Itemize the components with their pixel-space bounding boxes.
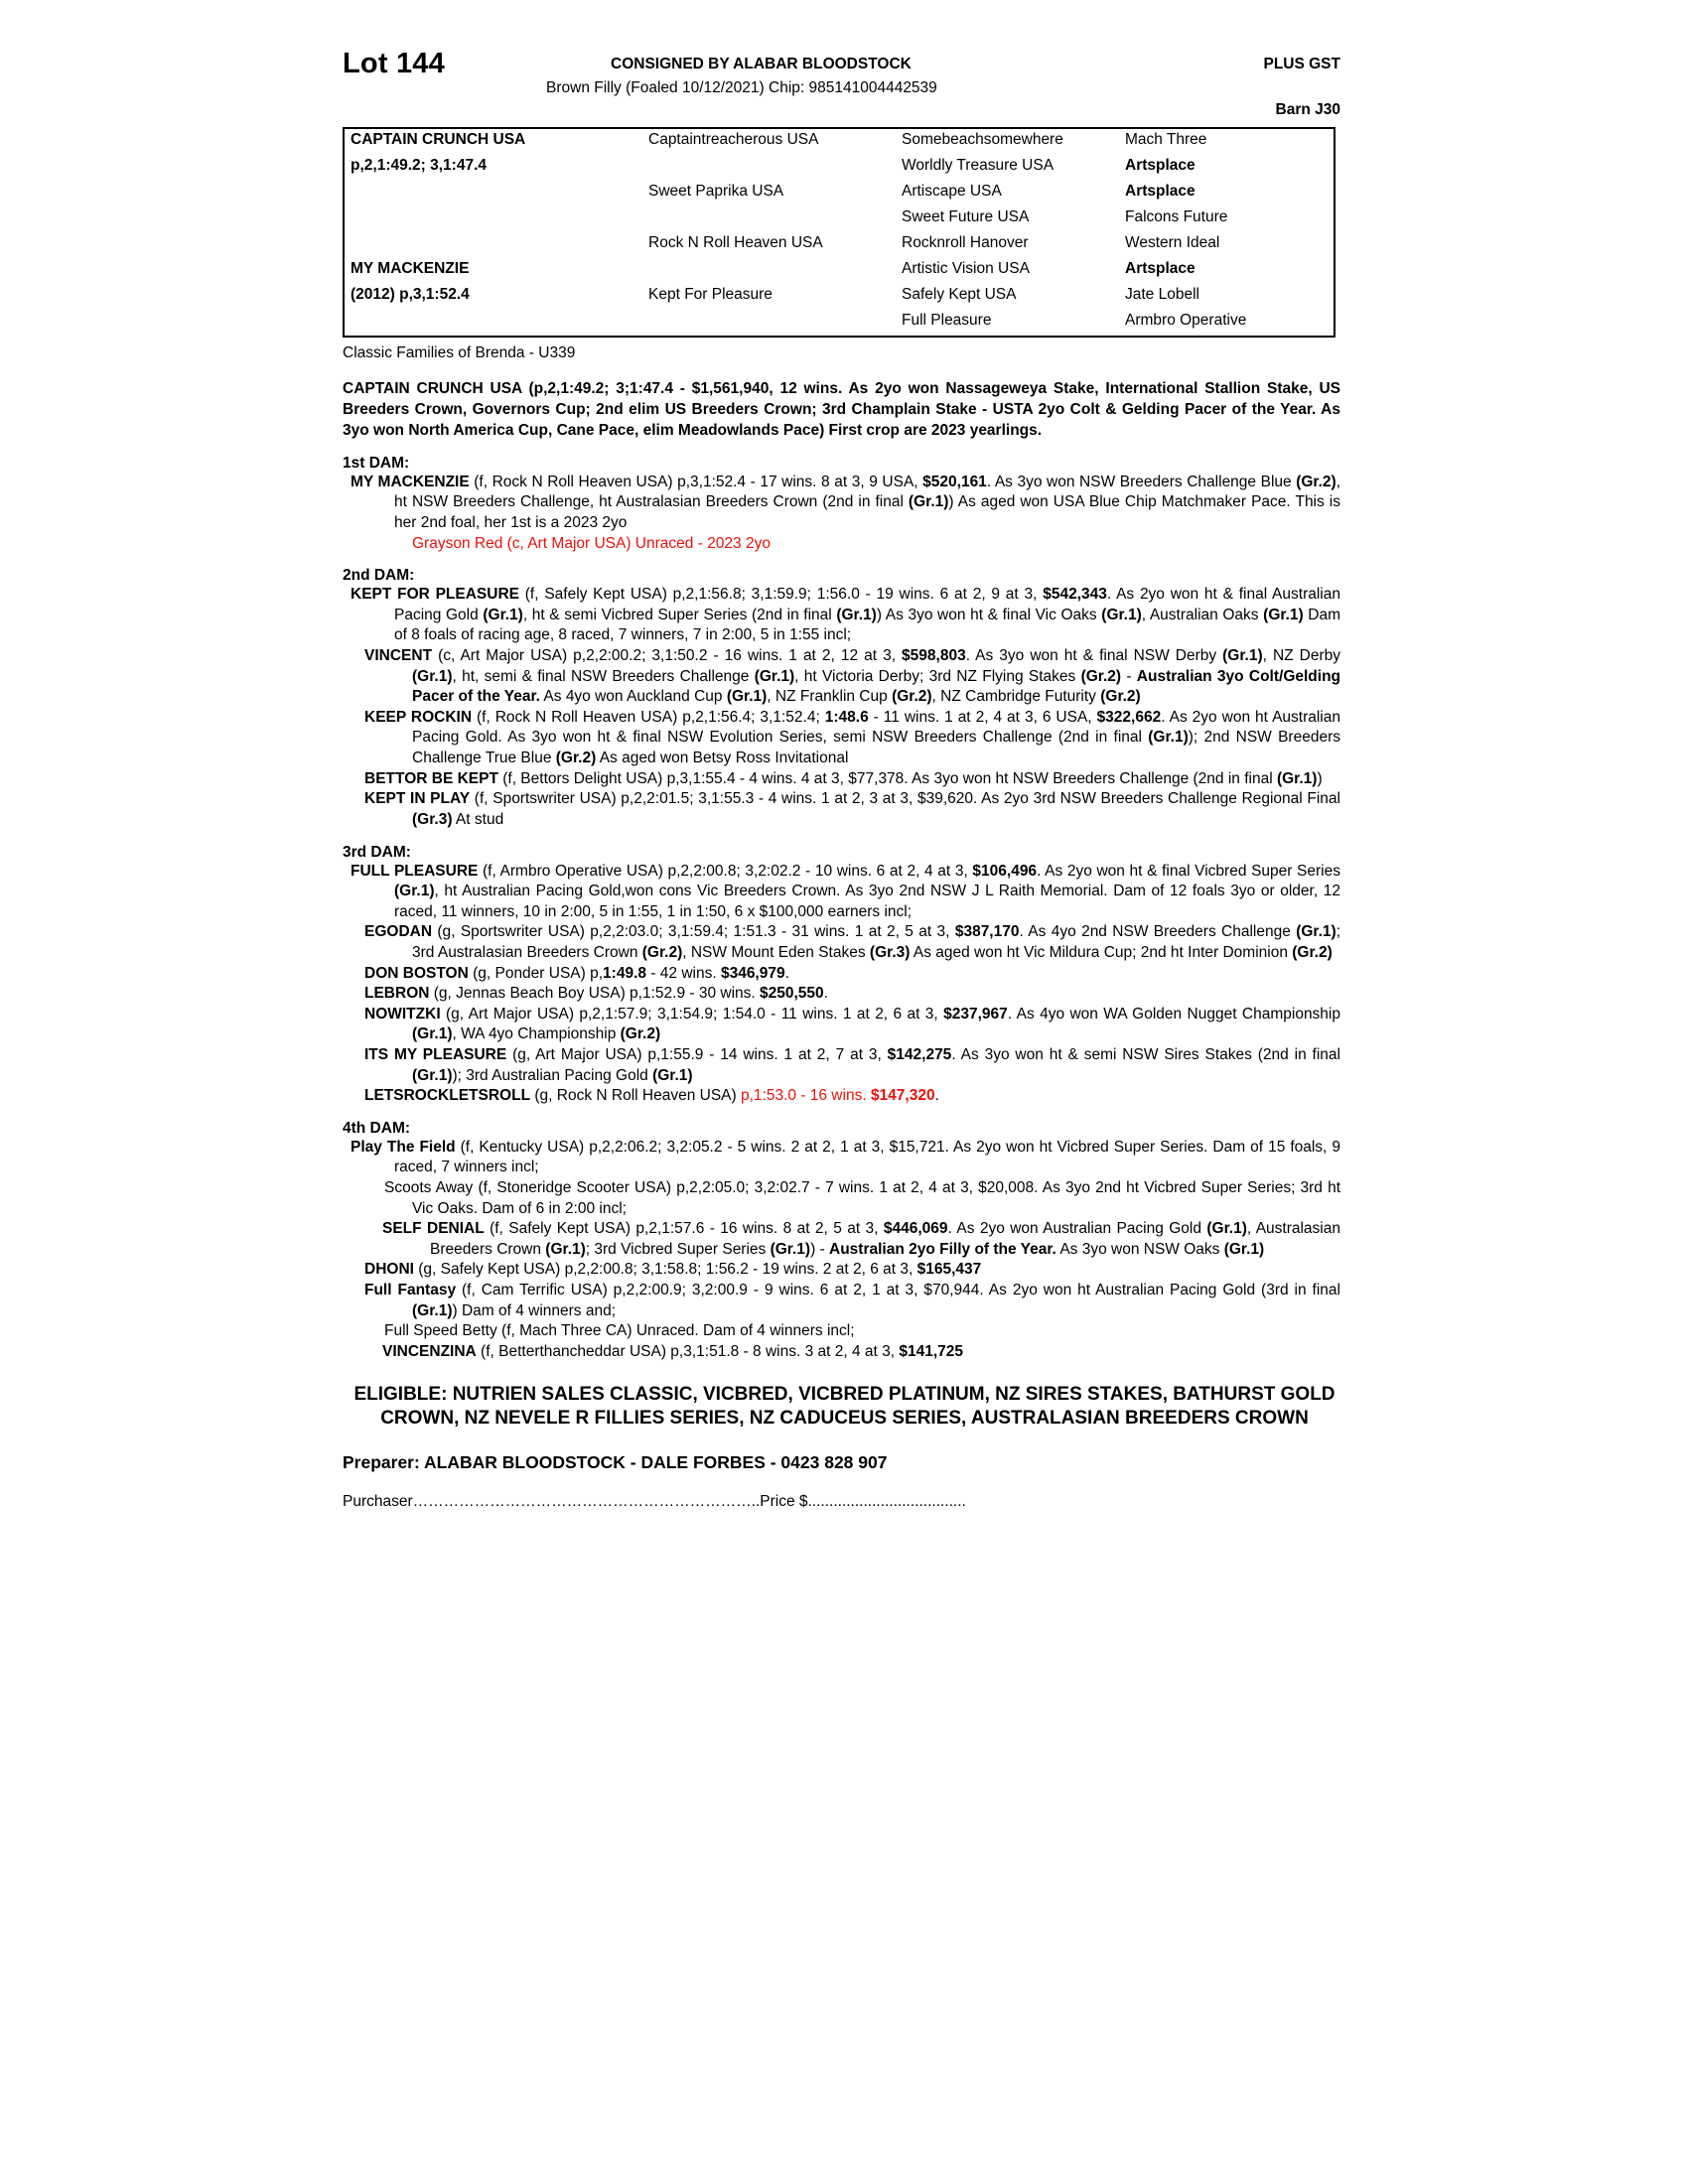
purchaser-line: Purchaser…………………………………………………………..Price $.....................................	[343, 1493, 966, 1511]
pedigree-entry: NOWITZKI (g, Art Major USA) p,2,1:57.9; 3,1:54.9; 1:54.0 - 11 wins. 1 at 2, 6 at 3, $237,967. As 4yo won WA Golden Nugget Championship (Gr.1), WA 4yo Championship (Gr.2)	[364, 1005, 1340, 1043]
pedigree-cell-a: (2012) p,3,1:52.4	[351, 286, 470, 303]
dam-heading: 2nd DAM:	[343, 567, 415, 585]
pedigree-cell-d: Jate Lobell	[1125, 286, 1199, 303]
pedigree-cell-c: Sweet Future USA	[902, 208, 1030, 225]
pedigree-entry: DON BOSTON (g, Ponder USA) p,1:49.8 - 42 wins. $346,979.	[364, 964, 789, 982]
pedigree-cell-b: Captaintreacherous USA	[648, 131, 819, 148]
pedigree-cell-c: Artiscape USA	[902, 183, 1002, 200]
pedigree-cell-a	[345, 232, 642, 258]
pedigree-cell-b: Sweet Paprika USA	[648, 183, 784, 200]
pedigree-entry: KEPT FOR PLEASURE (f, Safely Kept USA) p,2,1:56.8; 3,1:59.9; 1:56.0 - 19 wins. 6 at 2, 9 at 3, $542,343. As 2yo won ht & final Australian Pacing Gold (Gr.1), ht & semi Vicbred Super Series (2nd in final (Gr.1)) As 3yo won ht & final Vic Oaks (Gr.1), Australian Oaks (Gr.1) Dam of 8 foals of racing age, 8 raced, 7 winners, 7 in 2:00, 5 in 1:55 incl;	[351, 586, 1340, 644]
pedigree-entry: LETSROCKLETSROLL (g, Rock N Roll Heaven USA) p,1:53.0 - 16 wins. $147,320.	[364, 1087, 939, 1105]
sire-paragraph: CAPTAIN CRUNCH USA (p,2,1:49.2; 3;1:47.4 - $1,561,940, 12 wins. As 2yo won Nassageweya Stake, International Stallion Stake, US Breeders Crown, Governors Cup; 2nd elim US Breeders Crown; 3rd Champlain Stake - USTA 2yo Colt & Gelding Pacer of the Year. As 3yo won North America Cup, Cane Pace, elim Meadowlands Pace) First crop are 2023 yearlings.	[343, 380, 1340, 439]
pedigree-row	[345, 155, 1337, 181]
dam-heading: 4th DAM:	[343, 1119, 411, 1137]
pedigree-cell-a	[345, 206, 642, 232]
preparer-line: Preparer: ALABAR BLOODSTOCK - DALE FORBES - 0423 828 907	[343, 1452, 888, 1473]
pedigree-cell-c: Somebeachsomewhere	[902, 131, 1063, 148]
pedigree-cell-b	[642, 258, 896, 284]
pedigree-entry: Scoots Away (f, Stoneridge Scooter USA) p,2,2:05.0; 3,2:02.7 - 7 wins. 1 at 2, 4 at 3, $20,008. As 3yo 2nd ht Vicbred Super Series; 3rd ht Vic Oaks. Dam of 6 in 2:00 incl;	[384, 1179, 1340, 1217]
pedigree-row	[345, 232, 1337, 258]
classic-families: Classic Families of Brenda - U339	[343, 344, 576, 361]
barn-label: Barn J30	[1275, 101, 1340, 118]
pedigree-entry: Full Speed Betty (f, Mach Three CA) Unraced. Dam of 4 winners incl;	[384, 1322, 855, 1340]
pedigree-entry: MY MACKENZIE (f, Rock N Roll Heaven USA) p,3,1:52.4 - 17 wins. 8 at 3, 9 USA, $520,161. As 3yo won NSW Breeders Challenge Blue (Gr.2), ht NSW Breeders Challenge, ht Australasian Breeders Crown (2nd in final (Gr.1)) As aged won USA Blue Chip Matchmaker Pace. This is her 2nd foal, her 1st is a 2023 2yo	[351, 473, 1341, 531]
pedigree-entry: SELF DENIAL (f, Safely Kept USA) p,2,1:57.6 - 16 wins. 8 at 2, 5 at 3, $446,069. As 2yo won Australian Pacing Gold (Gr.1), Australasian Breeders Crown (Gr.1); 3rd Vicbred Super Series (Gr.1)) - Australian 2yo Filly of the Year. As 3yo won NSW Oaks (Gr.1)	[382, 1220, 1340, 1258]
pedigree-row	[345, 206, 1337, 232]
eligible-text: NUTRIEN SALES CLASSIC, VICBRED, VICBRED PLATINUM, NZ SIRES STAKES, BATHURST GOLD CROWN, NZ NEVELE R FILLIES SERIES, NZ CADUCEUS SERIES, AUSTRALASIAN BREEDERS CROWN	[380, 1383, 1336, 1429]
pedigree-cell-b	[642, 310, 896, 336]
consignor-label: CONSIGNED BY ALABAR BLOODSTOCK	[611, 56, 912, 72]
pedigree-cell-c: Worldly Treasure USA	[902, 157, 1055, 174]
pedigree-entry: VINCENZINA (f, Betterthancheddar USA) p,3,1:51.8 - 8 wins. 3 at 2, 4 at 3, $141,725	[382, 1342, 964, 1360]
page-content	[343, 40, 1340, 1511]
pedigree-cell-d: Artsplace	[1125, 183, 1196, 200]
pedigree-table	[345, 129, 1337, 336]
pedigree-row	[345, 284, 1337, 310]
pedigree-cell-d: Artsplace	[1125, 157, 1196, 174]
pedigree-cell-d: Falcons Future	[1125, 208, 1228, 225]
eligible-block	[343, 1383, 1340, 1432]
pedigree-cell-c: Rocknroll Hanover	[902, 234, 1029, 251]
plus-gst-label: PLUS GST	[1263, 56, 1340, 72]
pedigree-entry: Full Fantasy (f, Cam Terrific USA) p,2,2:00.9; 3,2:00.9 - 9 wins. 6 at 2, 1 at 3, $70,944. As 2yo won ht Australian Pacing Gold (3rd in final (Gr.1)) Dam of 4 winners and;	[364, 1282, 1340, 1319]
pedigree-cell-a	[345, 181, 642, 206]
pedigree-cell-c: Full Pleasure	[902, 312, 992, 329]
pedigree-table-wrapper	[343, 127, 1336, 338]
pedigree-entry: DHONI (g, Safely Kept USA) p,2,2:00.8; 3,1:58.8; 1:56.2 - 19 wins. 2 at 2, 6 at 3, $165,437	[364, 1261, 982, 1279]
pedigree-cell-a: CAPTAIN CRUNCH USA	[351, 131, 526, 148]
horse-description: Brown Filly (Foaled 10/12/2021) Chip: 985141004442539	[546, 79, 937, 96]
pedigree-entry: FULL PLEASURE (f, Armbro Operative USA) p,2,2:00.8; 3,2:02.2 - 10 wins. 6 at 2, 4 at 3, $106,496. As 2yo won ht & final Vicbred Super Series (Gr.1), ht Australian Pacing Gold,won cons Vic Breeders Crown. As 3yo 2nd NSW J L Raith Memorial. Dam of 12 foals 3yo or older, 12 raced, 11 winners, 10 in 2:00, 5 in 1:55, 1 in 1:50, 6 x $100,000 earners incl;	[351, 862, 1340, 920]
pedigree-entry: VINCENT (c, Art Major USA) p,2,2:00.2; 3,1:50.2 - 16 wins. 1 at 2, 12 at 3, $598,803. As 3yo won ht & final NSW Derby (Gr.1), NZ Derby (Gr.1), ht, semi & final NSW Breeders Challenge (Gr.1), ht Victoria Derby; 3rd NZ Flying Stakes (Gr.2) - Australian 3yo Colt/Gelding Pacer of the Year. As 4yo won Auckland Cup (Gr.1), NZ Franklin Cup (Gr.2), NZ Cambridge Futurity (Gr.2)	[364, 647, 1341, 706]
dam-heading: 3rd DAM:	[343, 843, 411, 861]
pedigree-row	[345, 181, 1337, 206]
pedigree-cell-d: Mach Three	[1125, 131, 1207, 148]
pedigree-cell-c: Artistic Vision USA	[902, 260, 1030, 277]
eligible-label: ELIGIBLE:	[353, 1383, 448, 1405]
pedigree-entry: ITS MY PLEASURE (g, Art Major USA) p,1:55.9 - 14 wins. 1 at 2, 7 at 3, $142,275. As 3yo won ht & semi NSW Sires Stakes (2nd in final (Gr.1)); 3rd Australian Pacing Gold (Gr.1)	[364, 1046, 1340, 1084]
pedigree-cell-d: Artsplace	[1125, 260, 1196, 277]
lot-number: Lot 144	[343, 48, 445, 79]
pedigree-cell-b	[642, 155, 896, 181]
pedigree-cell-b	[642, 206, 896, 232]
pedigree-cell-a	[345, 310, 642, 336]
pedigree-entry: Grayson Red (c, Art Major USA) Unraced - 2023 2yo	[412, 534, 771, 552]
pedigree-entry: KEPT IN PLAY (f, Sportswriter USA) p,2,2:01.5; 3,1:55.3 - 4 wins. 1 at 2, 3 at 3, $39,620. As 2yo 3rd NSW Breeders Challenge Regional Final (Gr.3) At stud	[364, 790, 1340, 828]
pedigree-cell-a: MY MACKENZIE	[351, 260, 470, 277]
page-header	[343, 40, 1340, 117]
pedigree-row	[345, 258, 1337, 284]
pedigree-cell-d: Western Ideal	[1125, 234, 1220, 251]
pedigree-entry: BETTOR BE KEPT (f, Bettors Delight USA) p,3,1:55.4 - 4 wins. 4 at 3, $77,378. As 3yo won ht NSW Breeders Challenge (2nd in final (Gr.1))	[364, 769, 1323, 787]
pedigree-entry: LEBRON (g, Jennas Beach Boy USA) p,1:52.9 - 30 wins. $250,550.	[364, 985, 828, 1003]
pedigree-row	[345, 310, 1337, 336]
dam-heading: 1st DAM:	[343, 454, 410, 472]
pedigree-entry: Play The Field (f, Kentucky USA) p,2,2:06.2; 3,2:05.2 - 5 wins. 2 at 2, 1 at 3, $15,721. As 2yo won ht Vicbred Super Series. Dam of 15 foals, 9 raced, 7 winners incl;	[351, 1138, 1340, 1176]
pedigree-entry: EGODAN (g, Sportswriter USA) p,2,2:03.0; 3,1:59.4; 1:51.3 - 31 wins. 1 at 2, 5 at 3, $387,170. As 4yo 2nd NSW Breeders Challenge (Gr.1); 3rd Australasian Breeders Crown (Gr.2), NSW Mount Eden Stakes (Gr.3) As aged won ht Vic Mildura Cup; 2nd ht Inter Dominion (Gr.2)	[364, 923, 1340, 961]
dam-sections	[343, 455, 1340, 1363]
pedigree-entry: KEEP ROCKIN (f, Rock N Roll Heaven USA) p,2,1:56.4; 3,1:52.4; 1:48.6 - 11 wins. 1 at 2, 4 at 3, 6 USA, $322,662. As 2yo won ht Australian Pacing Gold. As 3yo won ht & final NSW Evolution Series, semi NSW Breeders Challenge (2nd in final (Gr.1)); 2nd NSW Breeders Challenge True Blue (Gr.2) As aged won Betsy Ross Invitational	[364, 708, 1340, 767]
pedigree-cell-b: Rock N Roll Heaven USA	[648, 234, 823, 251]
pedigree-row	[345, 129, 1337, 155]
pedigree-cell-c: Safely Kept USA	[902, 286, 1017, 303]
pedigree-cell-d: Armbro Operative	[1125, 312, 1247, 329]
pedigree-cell-a: p,2,1:49.2; 3,1:47.4	[351, 157, 487, 174]
pedigree-cell-b: Kept For Pleasure	[648, 286, 773, 303]
